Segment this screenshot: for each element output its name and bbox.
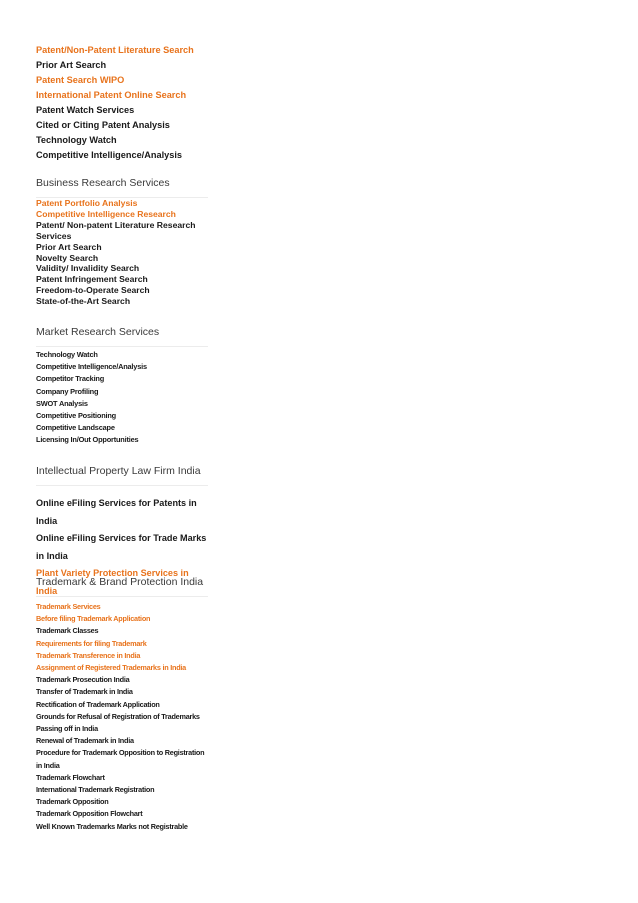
link-technology-watch[interactable]: Technology Watch xyxy=(36,135,117,145)
market-research-heading: Market Research Services xyxy=(36,326,208,347)
link-trademark-opposition[interactable]: Trademark Opposition xyxy=(36,797,109,807)
link-prior-art-search[interactable]: Prior Art Search xyxy=(36,241,102,252)
link-trademark-flowchart[interactable]: Trademark Flowchart xyxy=(36,772,105,782)
link-assignment-of-registered-trademarks-in-india[interactable]: Assignment of Registered Trademarks in India xyxy=(36,663,186,673)
link-international-trademark-registration[interactable]: International Trademark Registration xyxy=(36,785,155,795)
patent-search-links xyxy=(36,43,211,163)
link-patent-infringement-search[interactable]: Patent Infringement Search xyxy=(36,274,148,285)
link-competitive-intelligence-research[interactable]: Competitive Intelligence Research xyxy=(36,208,176,219)
link-novelty-search[interactable]: Novelty Search xyxy=(36,252,99,263)
business-research-heading: Business Research Services xyxy=(36,177,208,198)
link-before-filing-trademark-application[interactable]: Before filing Trademark Application xyxy=(36,614,151,624)
link-trademark-opposition-flowchart[interactable]: Trademark Opposition Flowchart xyxy=(36,809,143,819)
link-renewal-of-trademark-in-india[interactable]: Renewal of Trademark in India xyxy=(36,736,134,746)
link-grounds-for-refusal-of-registration-of-trademarks[interactable]: Grounds for Refusal of Registration of Trademarks xyxy=(36,711,200,721)
link-transfer-of-trademark-in-india[interactable]: Transfer of Trademark in India xyxy=(36,687,133,697)
link-trademark-classes[interactable]: Trademark Classes xyxy=(36,626,99,636)
link-technology-watch[interactable]: Technology Watch xyxy=(36,350,98,359)
link-requirements-for-filing-trademark[interactable]: Requirements for filing Trademark xyxy=(36,638,147,648)
business-research-links xyxy=(36,198,211,307)
link-online-efiling-services-for-trade-marks-in-india[interactable]: Online eFiling Services for Trade Marks in India xyxy=(36,533,207,561)
trademark-links xyxy=(36,601,211,833)
market-research-links xyxy=(36,349,211,447)
link-competitive-landscape[interactable]: Competitive Landscape xyxy=(36,423,115,433)
link-prior-art-search[interactable]: Prior Art Search xyxy=(36,60,107,70)
link-patent-watch-services[interactable]: Patent Watch Services xyxy=(36,105,135,115)
link-rectification-of-trademark-application[interactable]: Rectification of Trademark Application xyxy=(36,699,160,709)
ip-law-firm-heading: Intellectual Property Law Firm India xyxy=(36,465,208,486)
link-competitive-intelligence-analysis[interactable]: Competitive Intelligence/Analysis xyxy=(36,150,183,160)
link-trademark-prosecution-india[interactable]: Trademark Prosecution India xyxy=(36,675,130,685)
link-online-efiling-services-for-patents-in-india[interactable]: Online eFiling Services for Patents in India xyxy=(36,498,197,526)
link-cited-or-citing-patent-analysis[interactable]: Cited or Citing Patent Analysis xyxy=(36,120,170,130)
link-plant-variety-protection-services-in-india[interactable]: Plant Variety Protection Services in India xyxy=(36,568,189,596)
link-passing-off-in-india[interactable]: Passing off in India xyxy=(36,724,98,734)
link-competitive-positioning[interactable]: Competitive Positioning xyxy=(36,411,116,421)
link-international-patent-online-search[interactable]: International Patent Online Search xyxy=(36,90,187,100)
link-freedom-to-operate-search[interactable]: Freedom-to-Operate Search xyxy=(36,285,150,296)
link-licensing-in-out-opportunities[interactable]: Licensing In/Out Opportunities xyxy=(36,435,139,445)
link-well-known-trademarks-marks-not-registrable[interactable]: Well Known Trademarks Marks not Registrable xyxy=(36,821,188,831)
link-patent-non-patent-literature-search[interactable]: Patent/Non-Patent Literature Search xyxy=(36,45,194,55)
link-company-profiling[interactable]: Company Profiling xyxy=(36,386,99,396)
link-patent-portfolio-analysis[interactable]: Patent Portfolio Analysis xyxy=(36,198,138,208)
link-trademark-transference-in-india[interactable]: Trademark Transference in India xyxy=(36,650,141,660)
link-patent-search-wipo[interactable]: Patent Search WIPO xyxy=(36,75,125,85)
link-trademark-services[interactable]: Trademark Services xyxy=(36,602,101,611)
link-swot-analysis[interactable]: SWOT Analysis xyxy=(36,398,88,408)
trademark-heading: Trademark & Brand Protection India xyxy=(36,576,208,597)
link-patent-non-patent-literature-research-services[interactable]: Patent/ Non-patent Literature Research Services xyxy=(36,219,196,241)
link-competitive-intelligence-analysis[interactable]: Competitive Intelligence/Analysis xyxy=(36,362,147,372)
link-state-of-the-art-search[interactable]: State-of-the-Art Search xyxy=(36,296,131,307)
link-validity-invalidity-search[interactable]: Validity/ Invalidity Search xyxy=(36,263,140,274)
link-competitor-tracking[interactable]: Competitor Tracking xyxy=(36,374,105,384)
link-procedure-for-trademark-opposition-to-registration-in-india[interactable]: Procedure for Trademark Opposition to Registration in India xyxy=(36,748,205,770)
